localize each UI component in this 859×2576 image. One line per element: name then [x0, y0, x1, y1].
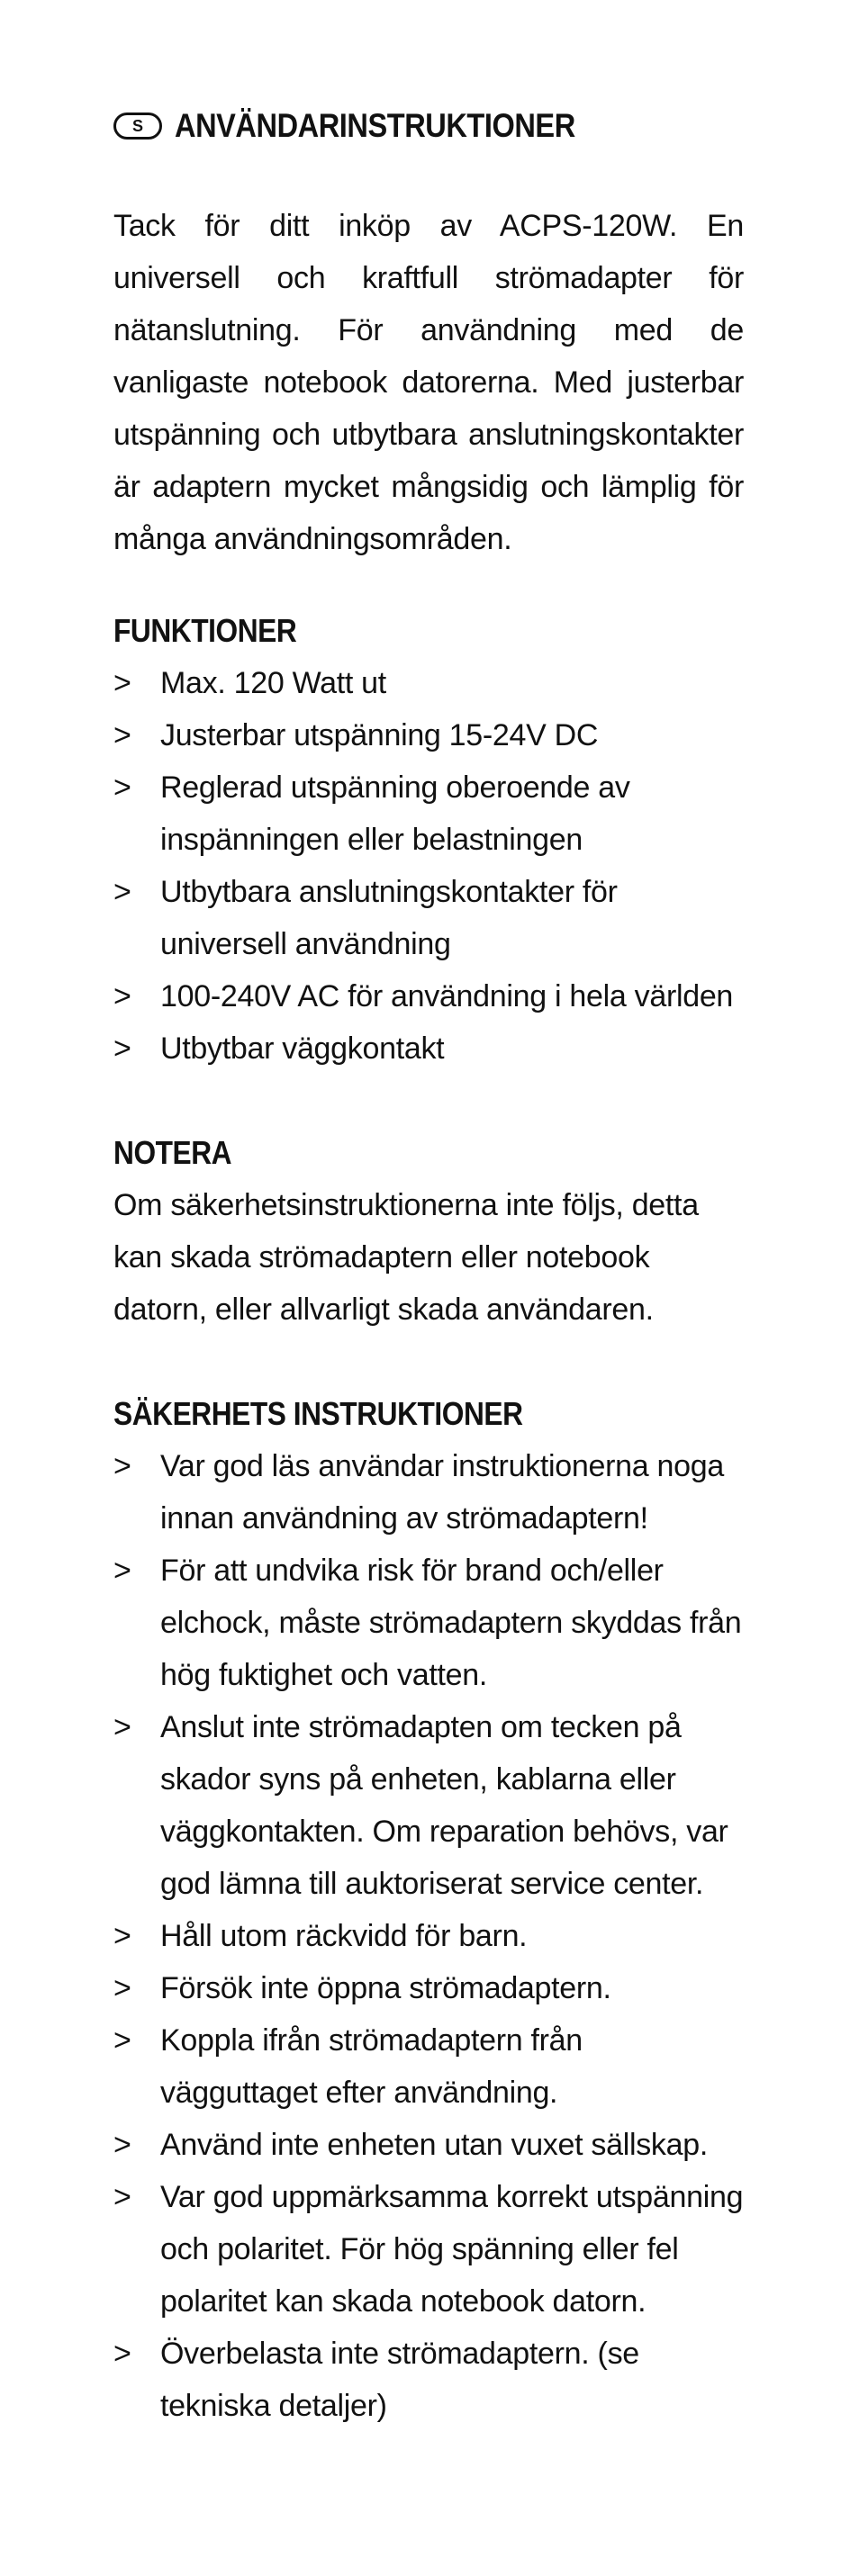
page-title: ANVÄNDARINSTRUKTIONER: [175, 107, 575, 144]
bullet-marker: >: [113, 1710, 131, 1744]
list-item: [113, 2014, 744, 2119]
list-item-text: Var god läs användar instruktionerna noga innan användning av strömadaptern!: [160, 1449, 724, 1536]
list-item-text: Utbytbar väggkontakt: [160, 1031, 445, 1066]
list-item: [113, 657, 744, 709]
list-item: [113, 1910, 744, 1962]
note-section: [113, 1127, 744, 1336]
safety-list: [113, 1440, 744, 2432]
bullet-marker: >: [113, 1449, 131, 1483]
list-item: [113, 1545, 744, 1701]
note-heading: NOTERA: [113, 1134, 232, 1171]
list-item-text: 100-240V AC för användning i hela världen: [160, 979, 734, 1013]
list-item: [113, 2171, 744, 2328]
bullet-marker: >: [113, 1031, 131, 1066]
functions-heading: FUNKTIONER: [113, 612, 297, 649]
functions-list: [113, 657, 744, 1075]
bullet-marker: >: [113, 1554, 131, 1588]
list-item-text: Använd inte enheten utan vuxet sällskap.: [160, 2128, 708, 2162]
manual-page: [113, 99, 744, 2432]
list-item-text: Koppla ifrån strömadaptern från vägguttaget efter användning.: [160, 2023, 583, 2110]
bullet-marker: >: [113, 875, 131, 909]
list-item: [113, 2119, 744, 2171]
bullet-marker: >: [113, 1919, 131, 1953]
bullet-marker: >: [113, 979, 131, 1013]
bullet-marker: >: [113, 2023, 131, 2058]
list-item: [113, 866, 744, 970]
list-item-text: Anslut inte strömadapten om tecken på skador syns på enheten, kablarna eller väggkontakten. Om reparation behövs, var god lämna till auktoriserat service center.: [160, 1710, 728, 1901]
safety-section: [113, 1388, 744, 2432]
safety-heading: SÄKERHETS INSTRUKTIONER: [113, 1395, 523, 1432]
bullet-marker: >: [113, 2128, 131, 2162]
bullet-marker: >: [113, 718, 131, 752]
list-item: [113, 2328, 744, 2432]
bullet-marker: >: [113, 666, 131, 700]
bullet-marker: >: [113, 1971, 131, 2005]
bullet-marker: >: [113, 2180, 131, 2214]
bullet-marker: >: [113, 770, 131, 805]
note-text: Om säkerhetsinstruktionerna inte följs, detta kan skada strömadaptern eller notebook datorn, eller allvarligt skada användaren.: [113, 1188, 699, 1327]
intro-paragraph: Tack för ditt inköp av ACPS-120W. En universell och kraftfull strömadapter för nätanslutning. För användning med de vanligaste notebook datorerna. Med justerbar utspänning och utbytbara anslutningskontakter är adaptern mycket mångsidig och lämplig för många användningsområden.: [113, 209, 744, 556]
list-item-text: Var god uppmärksamma korrekt utspänning och polaritet. För hög spänning eller fel polaritet kan skada notebook datorn.: [160, 2180, 744, 2319]
list-item-text: Försök inte öppna strömadaptern.: [160, 1971, 611, 2005]
bullet-marker: >: [113, 2337, 131, 2371]
title-row: [113, 99, 744, 153]
list-item-text: Max. 120 Watt ut: [160, 666, 386, 700]
functions-section: [113, 605, 744, 1075]
list-item: [113, 1701, 744, 1910]
list-item-text: Utbytbara anslutningskontakter för universell användning: [160, 875, 618, 961]
list-item: [113, 761, 744, 866]
list-item: [113, 970, 744, 1022]
list-item-text: Överbelasta inte strömadaptern. (se tekniska detaljer): [160, 2337, 639, 2423]
language-badge: S: [113, 113, 162, 140]
list-item: [113, 1962, 744, 2014]
list-item-text: Håll utom räckvidd för barn.: [160, 1919, 528, 1953]
list-item: [113, 709, 744, 761]
list-item-text: Justerbar utspänning 15-24V DC: [160, 718, 599, 752]
list-item: [113, 1440, 744, 1545]
list-item: [113, 1022, 744, 1075]
list-item-text: För att undvika risk för brand och/eller elchock, måste strömadaptern skyddas från hög fuktighet och vatten.: [160, 1554, 742, 1692]
list-item-text: Reglerad utspänning oberoende av inspänningen eller belastningen: [160, 770, 630, 857]
